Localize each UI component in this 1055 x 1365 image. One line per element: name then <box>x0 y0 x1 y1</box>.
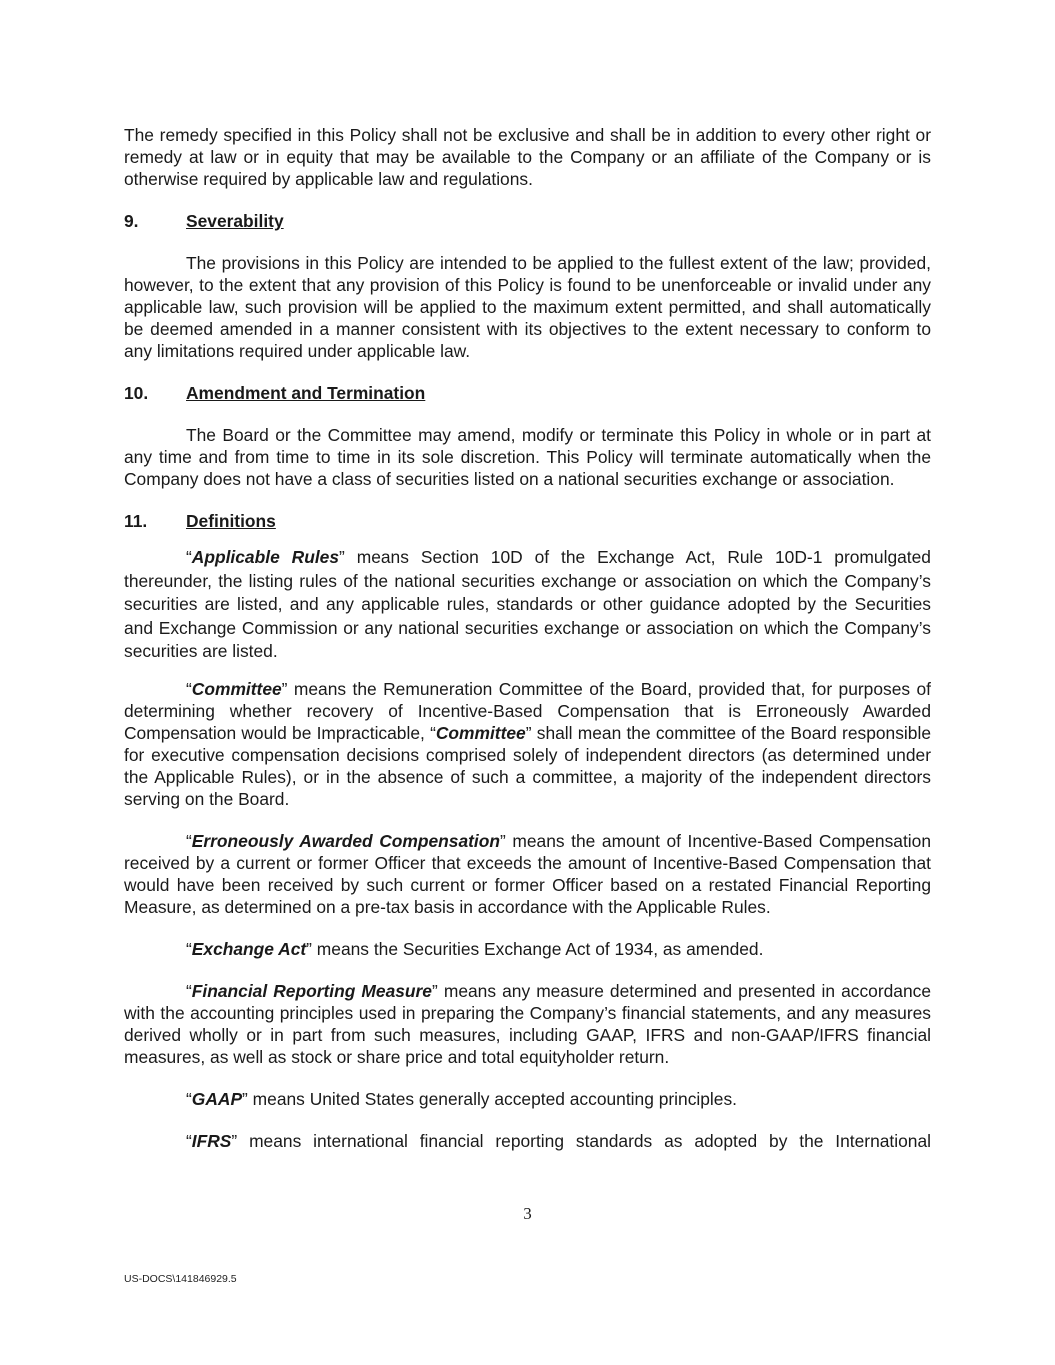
open-quote: “ <box>186 1130 192 1151</box>
defined-term: Applicable Rules <box>191 547 340 567</box>
section-heading-amendment <box>124 382 931 404</box>
definition-erroneously-awarded <box>124 830 931 918</box>
section-heading-definitions <box>124 510 931 532</box>
defined-term: Committee <box>191 678 282 699</box>
page-number: 3 <box>523 1204 532 1223</box>
section-heading-severability <box>124 210 931 232</box>
definition-text: ” shall mean the committee of the Board responsible for executive compensation decisions comprised solely of independent directors (as determined under the Applicable Rules), or in the absence of such a committee, a majority of the independent directors serving on the Board. <box>124 722 931 809</box>
defined-term: Exchange Act <box>191 938 307 959</box>
section-number: 9. <box>124 211 139 231</box>
definition-text: ” means United States generally accepted accounting principles. <box>242 1088 737 1109</box>
definition-text: ” means any measure determined and presented in accordance with the accounting principles used in preparing the Company’s financial statements, and any measures derived wholly or in part from such measures, including GAAP, IFRS and non-GAAP/IFRS financial measures, as well as stock or share price and total equityholder return. <box>124 980 931 1067</box>
definition-text: ” means international financial reporting standards as adopted by the International <box>231 1130 931 1151</box>
definition-gaap <box>124 1088 931 1110</box>
section-title: Amendment and Termination <box>186 383 426 403</box>
definition-exchange-act <box>124 938 931 960</box>
definition-text: ” means the Remuneration Committee of the Board, provided that, for purposes of determining whether recovery of Incentive-Based Compensation that is Erroneously Awarded Compensation would be Impracticable, “ <box>124 678 931 743</box>
document-page <box>124 124 931 1152</box>
definition-financial-reporting-measure <box>124 980 931 1068</box>
defined-term: Committee <box>435 722 526 743</box>
defined-term: GAAP <box>191 1088 243 1109</box>
definition-text: ” means the amount of Incentive-Based Compensation received by a current or former Officer that exceeds the amount of Incentive-Based Compensation that would have been received by such current or former Officer based on a restated Financial Reporting Measure, as determined on a pre-tax basis in accordance with the Applicable Rules. <box>124 830 931 917</box>
defined-term: IFRS <box>191 1130 232 1151</box>
open-quote: “ <box>186 980 192 1001</box>
document-id: US-DOCS\141846929.5 <box>124 1273 237 1285</box>
definition-ifrs <box>124 1130 931 1152</box>
section-title: Severability <box>186 211 284 231</box>
section-title: Definitions <box>186 511 276 531</box>
section-number: 10. <box>124 383 149 403</box>
open-quote: “ <box>186 678 192 699</box>
open-quote: “ <box>186 1088 192 1109</box>
defined-term: Erroneously Awarded Compensation <box>191 830 500 851</box>
amendment-paragraph: The Board or the Committee may amend, modify or terminate this Policy in whole or in part at any time and from time to time in its sole discretion. This Policy will terminate automatically when the Company does not have a class of securities listed on a national securities exchange or association. <box>124 425 931 489</box>
open-quote: “ <box>186 938 192 959</box>
section-number: 11. <box>124 511 148 531</box>
definition-text: ” means Section 10D of the Exchange Act, Rule 10D-1 promulgated thereunder, the listing rules of the national securities exchange or association on which the Company’s securities are listed, and any applicable rules, standards or other guidance adopted by the Securities and Exchange Commission or any national securities exchange or association on which the Company’s securities are listed. <box>124 547 931 662</box>
definition-committee <box>124 678 931 810</box>
defined-term: Financial Reporting Measure <box>191 980 432 1001</box>
definition-text: ” means the Securities Exchange Act of 1934, as amended. <box>306 938 764 959</box>
severability-paragraph: The provisions in this Policy are intended to be applied to the fullest extent of the law; provided, however, to the extent that any provision of this Policy is found to be unenforceable or invalid under any applicable law, such provision will be applied to the maximum extent permitted, and shall automatically be deemed amended in a manner consistent with its objectives to the extent necessary to conform to any limitations required under applicable law. <box>124 253 931 361</box>
open-quote: “ <box>186 830 192 851</box>
open-quote: “ <box>186 547 192 567</box>
remedy-paragraph: The remedy specified in this Policy shall not be exclusive and shall be in addition to every other right or remedy at law or in equity that may be available to the Company or an affiliate of the Company or is otherwise required by applicable law and regulations. <box>124 125 931 189</box>
definition-applicable-rules <box>124 546 931 664</box>
